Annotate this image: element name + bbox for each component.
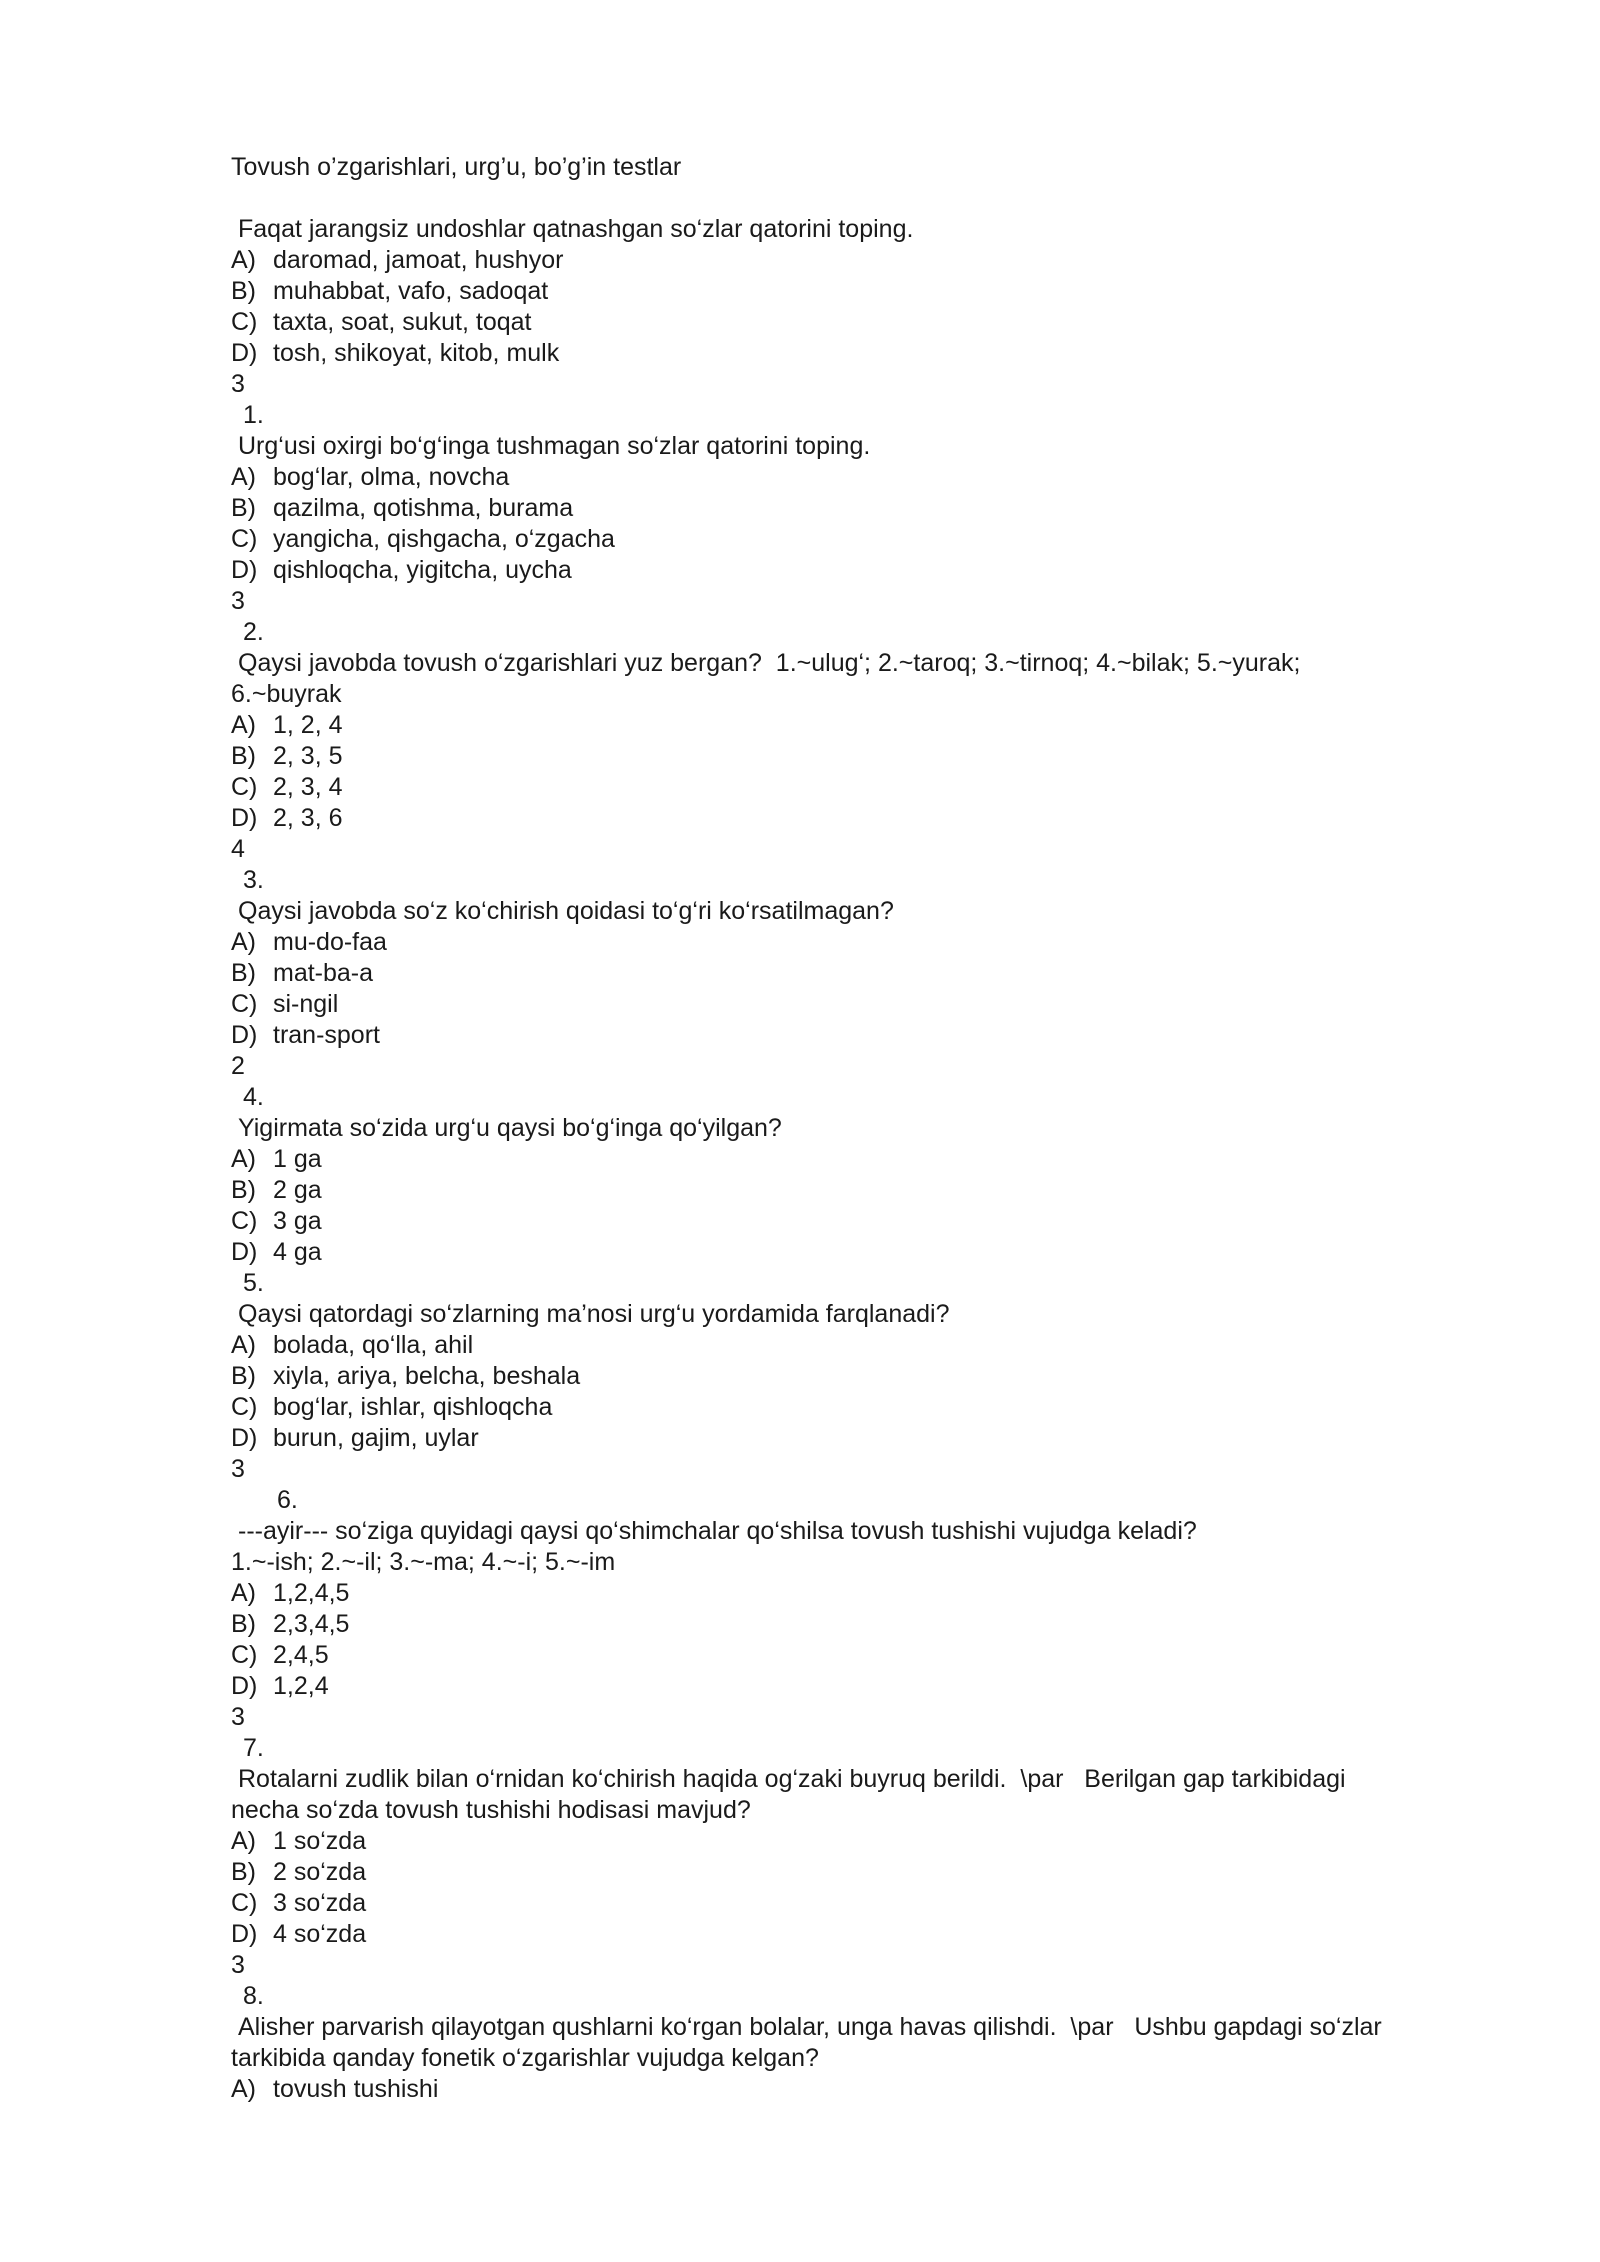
option-text: xiyla, ariya, belcha, beshala: [273, 1362, 581, 1390]
answer-key: 3: [231, 1703, 245, 1731]
question-number: 3.: [243, 866, 264, 894]
option-text: 1,2,4,5: [273, 1579, 350, 1607]
question-number: 2.: [243, 618, 264, 646]
option-letter: B): [231, 1362, 256, 1390]
option-letter: C): [231, 1889, 258, 1917]
option-text: 2, 3, 6: [273, 804, 343, 832]
question-block: [231, 214, 1491, 400]
answer-option: [231, 772, 1491, 803]
question-block: [231, 1981, 1491, 2105]
option-letter: C): [231, 525, 258, 553]
option-letter: D): [231, 339, 258, 367]
option-text: 4 so‘zda: [273, 1920, 367, 1948]
answer-option: [231, 1144, 1491, 1175]
question-block: [231, 1733, 1491, 1981]
option-letter: B): [231, 494, 256, 522]
option-text: muhabbat, vafo, sadoqat: [273, 277, 549, 305]
option-letter: B): [231, 1176, 256, 1204]
option-letter: A): [231, 1827, 256, 1855]
answer-option: [231, 493, 1491, 524]
option-text: 3 so‘zda: [273, 1889, 367, 1917]
answer-option: [231, 1888, 1491, 1919]
answer-key: 3: [231, 587, 245, 615]
option-letter: B): [231, 1858, 256, 1886]
answer-option: [231, 1919, 1491, 1950]
option-text: tovush tushishi: [273, 2075, 439, 2103]
option-letter: D): [231, 556, 258, 584]
document-body: [231, 152, 1491, 2105]
answer-option: [231, 555, 1491, 586]
option-letter: B): [231, 1610, 256, 1638]
question-number: 5.: [243, 1269, 264, 1297]
question-text: ---ayir--- so‘ziga quyidagi qaysi qo‘shimchalar qo‘shilsa tovush tushishi vujudga keladi?: [238, 1517, 1197, 1545]
question-text-continued: 6.~buyrak: [231, 680, 342, 708]
option-text: 1, 2, 4: [273, 711, 343, 739]
question-text-continued: 1.~-ish; 2.~-il; 3.~-ma; 4.~-i; 5.~-im: [231, 1548, 616, 1576]
question-number: 8.: [243, 1982, 264, 2010]
option-letter: D): [231, 1920, 258, 1948]
answer-option: [231, 1237, 1491, 1268]
option-text: si-ngil: [273, 990, 339, 1018]
option-text: 4 ga: [273, 1238, 322, 1266]
question-text: Alisher parvarish qilayotgan qushlarni ko‘rgan bolalar, unga havas qilishdi. \par Ushbu gapdagi so‘zlar: [238, 2013, 1382, 2041]
answer-option: [231, 927, 1491, 958]
option-text: 2 so‘zda: [273, 1858, 367, 1886]
answer-option: [231, 1392, 1491, 1423]
answer-option: [231, 245, 1491, 276]
option-text: 2,3,4,5: [273, 1610, 350, 1638]
option-letter: D): [231, 1424, 258, 1452]
answer-option: [231, 1206, 1491, 1237]
question-text: Rotalarni zudlik bilan o‘rnidan ko‘chirish haqida og‘zaki buyruq berildi. \par Berilgan gap tarkibidagi: [238, 1765, 1346, 1793]
question-text: Yigirmata so‘zida urg‘u qaysi bo‘g‘inga qo‘yilgan?: [238, 1114, 782, 1142]
option-text: daromad, jamoat, hushyor: [273, 246, 564, 274]
option-text: 3 ga: [273, 1207, 322, 1235]
answer-option: [231, 1578, 1491, 1609]
question-number: 7.: [243, 1734, 264, 1762]
option-text: 2, 3, 5: [273, 742, 343, 770]
option-letter: C): [231, 1393, 258, 1421]
option-text: qazilma, qotishma, burama: [273, 494, 574, 522]
answer-option: [231, 710, 1491, 741]
option-text: tosh, shikoyat, kitob, mulk: [273, 339, 560, 367]
question-block: [231, 865, 1491, 1082]
answer-key: 3: [231, 1951, 245, 1979]
question-text: Qaysi javobda so‘z ko‘chirish qoidasi to‘g‘ri ko‘rsatilmagan?: [238, 897, 894, 925]
option-letter: A): [231, 711, 256, 739]
option-letter: C): [231, 990, 258, 1018]
answer-option: [231, 307, 1491, 338]
option-letter: A): [231, 1145, 256, 1173]
option-letter: D): [231, 804, 258, 832]
option-text: mu-do-faa: [273, 928, 387, 956]
option-text: 2,4,5: [273, 1641, 329, 1669]
option-text: 2, 3, 4: [273, 773, 343, 801]
question-text-continued: tarkibida qanday fonetik o‘zgarishlar vujudga kelgan?: [231, 2044, 819, 2072]
option-text: bog‘lar, ishlar, qishloqcha: [273, 1393, 553, 1421]
option-letter: A): [231, 463, 256, 491]
answer-option: [231, 1671, 1491, 1702]
answer-key: 2: [231, 1052, 245, 1080]
answer-option: [231, 1826, 1491, 1857]
question-text: Faqat jarangsiz undoshlar qatnashgan so‘zlar qatorini toping.: [238, 215, 914, 243]
option-text: mat-ba-a: [273, 959, 374, 987]
answer-option: [231, 1361, 1491, 1392]
blank-line: [231, 183, 1491, 214]
option-text: taxta, soat, sukut, toqat: [273, 308, 532, 336]
option-letter: C): [231, 773, 258, 801]
option-letter: B): [231, 959, 256, 987]
question-number: 6.: [277, 1486, 298, 1514]
document-title: Tovush o’zgarishlari, urg’u, bo’g’in testlar: [231, 153, 682, 181]
question-block: [231, 1485, 1491, 1733]
option-text: yangicha, qishgacha, o‘zgacha: [273, 525, 615, 553]
option-text: 1 so‘zda: [273, 1827, 367, 1855]
answer-option: [231, 338, 1491, 369]
option-letter: B): [231, 742, 256, 770]
answer-option: [231, 741, 1491, 772]
option-text: 1 ga: [273, 1145, 322, 1173]
answer-option: [231, 1609, 1491, 1640]
question-number: 1.: [243, 401, 264, 429]
question-block: [231, 617, 1491, 865]
answer-key: 3: [231, 370, 245, 398]
option-text: 1,2,4: [273, 1672, 329, 1700]
question-text-continued: necha so‘zda tovush tushishi hodisasi mavjud?: [231, 1796, 751, 1824]
option-text: burun, gajim, uylar: [273, 1424, 479, 1452]
option-letter: A): [231, 1579, 256, 1607]
option-letter: B): [231, 277, 256, 305]
option-letter: A): [231, 2075, 256, 2103]
option-letter: C): [231, 1207, 258, 1235]
answer-option: [231, 276, 1491, 307]
answer-key: 3: [231, 1455, 245, 1483]
question-block: [231, 1268, 1491, 1485]
question-number: 4.: [243, 1083, 264, 1111]
answer-option: [231, 1423, 1491, 1454]
answer-option: [231, 803, 1491, 834]
question-text: Qaysi javobda tovush o‘zgarishlari yuz bergan? 1.~ulug‘; 2.~taroq; 3.~tirnoq; 4.~bilak; 5.~yurak;: [238, 649, 1301, 677]
answer-option: [231, 1020, 1491, 1051]
question-text: Urg‘usi oxirgi bo‘g‘inga tushmagan so‘zlar qatorini toping.: [238, 432, 871, 460]
option-letter: C): [231, 1641, 258, 1669]
question-text: Qaysi qatordagi so‘zlarning ma’nosi urg‘u yordamida farqlanadi?: [238, 1300, 950, 1328]
option-text: bolada, qo‘lla, ahil: [273, 1331, 474, 1359]
answer-option: [231, 524, 1491, 555]
answer-option: [231, 958, 1491, 989]
answer-key: 4: [231, 835, 245, 863]
answer-option: [231, 2074, 1491, 2105]
option-letter: A): [231, 928, 256, 956]
option-letter: C): [231, 308, 258, 336]
option-letter: D): [231, 1672, 258, 1700]
answer-option: [231, 1330, 1491, 1361]
answer-option: [231, 462, 1491, 493]
option-letter: D): [231, 1238, 258, 1266]
option-text: bog‘lar, olma, novcha: [273, 463, 510, 491]
option-letter: A): [231, 246, 256, 274]
option-text: qishloqcha, yigitcha, uycha: [273, 556, 572, 584]
question-block: [231, 1082, 1491, 1268]
answer-option: [231, 1640, 1491, 1671]
answer-option: [231, 1857, 1491, 1888]
option-letter: A): [231, 1331, 256, 1359]
option-letter: D): [231, 1021, 258, 1049]
option-text: tran-sport: [273, 1021, 380, 1049]
option-text: 2 ga: [273, 1176, 322, 1204]
question-block: [231, 400, 1491, 617]
answer-option: [231, 989, 1491, 1020]
answer-option: [231, 1175, 1491, 1206]
